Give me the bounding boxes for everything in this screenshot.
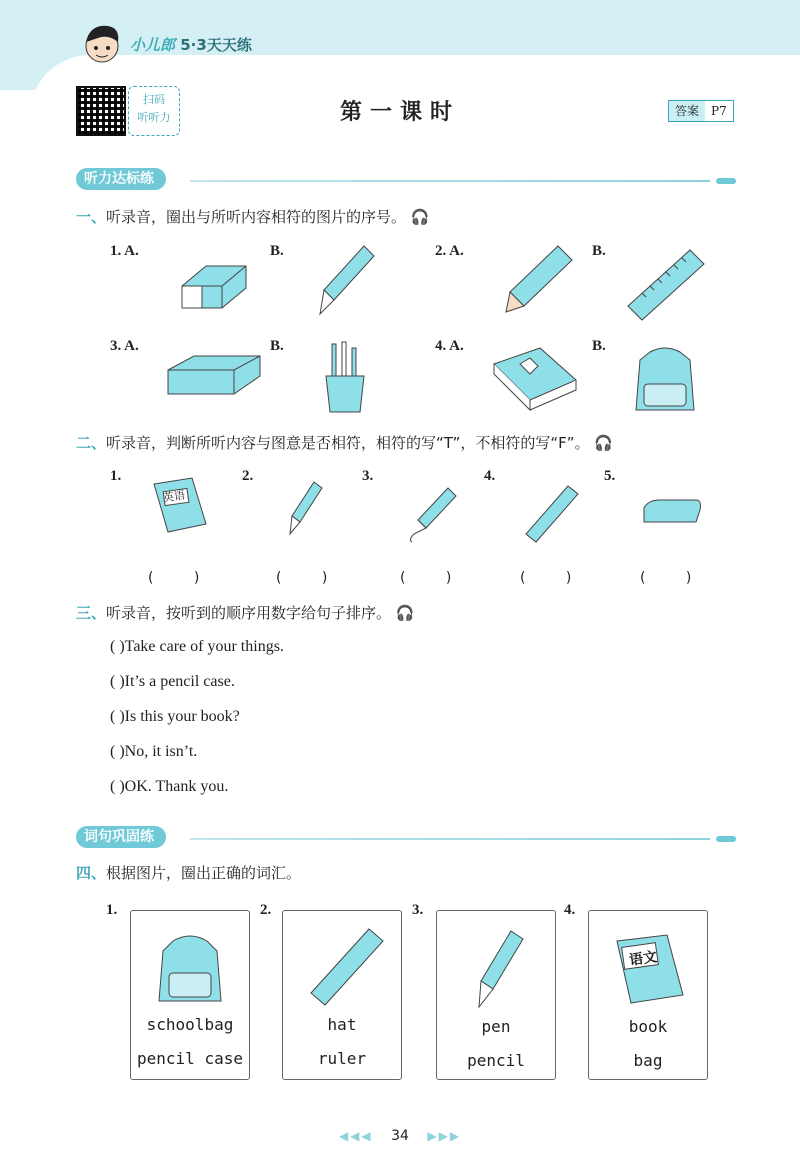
answer-blank[interactable]: ( ) — [148, 570, 218, 586]
word-card-2 — [282, 910, 402, 1080]
chinese-book-label: 语文 — [628, 949, 659, 969]
q1-instruction — [76, 206, 430, 227]
q4-text: 根据图片，圈出正确的词汇。 — [106, 864, 302, 882]
section-divider — [190, 838, 710, 840]
page-number — [0, 1128, 800, 1144]
q2-number: 二、 — [76, 434, 107, 452]
english-book-label: 英语 — [162, 488, 186, 505]
section-listening: 听力达标练 — [76, 168, 166, 190]
scan-line-2: 听听力 — [137, 111, 171, 124]
word-option[interactable]: bag — [633, 1051, 663, 1070]
pencil-case-icon[interactable] — [640, 496, 704, 530]
q2-instruction — [76, 432, 613, 453]
word-option[interactable]: pencil case — [137, 1049, 243, 1068]
q1-number: 一、 — [76, 208, 107, 226]
section-divider — [190, 180, 710, 182]
brand-series: 5·3天天练 — [180, 36, 252, 54]
ruler-icon — [307, 925, 387, 1009]
brand — [130, 34, 252, 55]
schoolbag-icon[interactable] — [630, 344, 700, 418]
brand-name: 小儿郎 — [130, 36, 176, 54]
word-option[interactable]: hat — [327, 1015, 357, 1034]
page-prev-arrows[interactable]: ◀◀◀ — [338, 1129, 373, 1143]
sentence-item[interactable]: ( )No, it isn’t. — [110, 743, 198, 760]
chinese-book-icon — [609, 931, 689, 1011]
fountain-pen-icon[interactable] — [310, 240, 380, 320]
word-card-4 — [588, 910, 708, 1080]
mascot-icon — [78, 20, 126, 68]
q1-label: B. — [592, 243, 606, 259]
sentence-item[interactable]: ( )Is this your book? — [110, 708, 240, 725]
ruler-icon[interactable] — [622, 244, 712, 324]
q1-label: B. — [270, 243, 284, 259]
q2-label: 5. — [604, 468, 616, 484]
storybook-icon[interactable] — [490, 344, 580, 414]
q1-text: 听录音，圈出与所听内容相符的图片的序号。 — [106, 208, 407, 226]
pencil-icon[interactable] — [404, 484, 464, 544]
page-number-value: 34 — [391, 1128, 409, 1144]
section-practice: 词句巩固练 — [76, 826, 166, 848]
eraser-icon[interactable] — [176, 252, 256, 312]
headphones-icon[interactable]: 🎧 — [410, 208, 430, 226]
page-next-arrows[interactable]: ▶▶▶ — [427, 1129, 462, 1143]
scan-line-1: 扫码 — [143, 93, 165, 106]
word-option[interactable]: pen — [481, 1017, 511, 1036]
answer-page: P7 — [711, 104, 727, 118]
section-divider-end — [716, 178, 736, 184]
fountain-pen-icon[interactable] — [284, 478, 328, 538]
word-option[interactable]: schoolbag — [146, 1015, 234, 1034]
q4-number: 四、 — [76, 864, 107, 882]
pen-holder-icon[interactable] — [320, 340, 370, 416]
q1-label: B. — [592, 338, 606, 354]
ruler-icon[interactable] — [522, 482, 582, 546]
q2-label: 2. — [242, 468, 254, 484]
pencil-case-icon[interactable] — [164, 350, 264, 400]
word-option[interactable]: pencil — [467, 1051, 525, 1070]
headphones-icon[interactable]: 🎧 — [395, 604, 415, 622]
answer-blank[interactable]: ( ) — [520, 570, 590, 586]
answer-blank[interactable]: ( ) — [400, 570, 470, 586]
q3-number: 三、 — [76, 604, 107, 622]
word-option[interactable]: book — [628, 1017, 668, 1036]
english-book-icon[interactable] — [148, 474, 212, 538]
q2-label: 3. — [362, 468, 374, 484]
q3-text: 听录音，按听到的顺序用数字给句子排序。 — [106, 604, 392, 622]
word-card-1 — [130, 910, 250, 1080]
answer-blank[interactable]: ( ) — [276, 570, 346, 586]
answer-label: 答案 — [669, 101, 705, 121]
word-option[interactable]: ruler — [317, 1049, 367, 1068]
q1-label: 2. A. — [435, 243, 464, 259]
q2-label: 1. — [110, 468, 122, 484]
answer-blank[interactable]: ( ) — [640, 570, 710, 586]
schoolbag-icon — [153, 931, 227, 1007]
fountain-pen-icon — [471, 925, 531, 1011]
section-divider-end — [716, 836, 736, 842]
word-card-3 — [436, 910, 556, 1080]
q2-text: 听录音，判断所听内容与图意是否相符，相符的写“T”，不相符的写“F”。 — [106, 434, 590, 452]
q2-label: 4. — [484, 468, 496, 484]
sentence-item[interactable]: ( )It’s a pencil case. — [110, 673, 235, 690]
q4-label: 4. — [564, 902, 576, 918]
q1-label: 4. A. — [435, 338, 464, 354]
sentence-item[interactable]: ( )OK. Thank you. — [110, 778, 229, 795]
sentence-item[interactable]: ( )Take care of your things. — [110, 638, 284, 655]
q4-label: 2. — [260, 902, 272, 918]
q1-label: 1. A. — [110, 243, 139, 259]
q4-label: 1. — [106, 902, 118, 918]
q1-label: 3. A. — [110, 338, 139, 354]
answer-ref[interactable] — [668, 100, 734, 122]
page-title: 第一课时 — [339, 100, 460, 125]
pencil-icon[interactable] — [500, 240, 580, 316]
q1-label: B. — [270, 338, 284, 354]
q4-label: 3. — [412, 902, 424, 918]
headphones-icon[interactable]: 🎧 — [594, 434, 614, 452]
q3-instruction — [76, 602, 415, 623]
q4-instruction — [76, 862, 301, 883]
